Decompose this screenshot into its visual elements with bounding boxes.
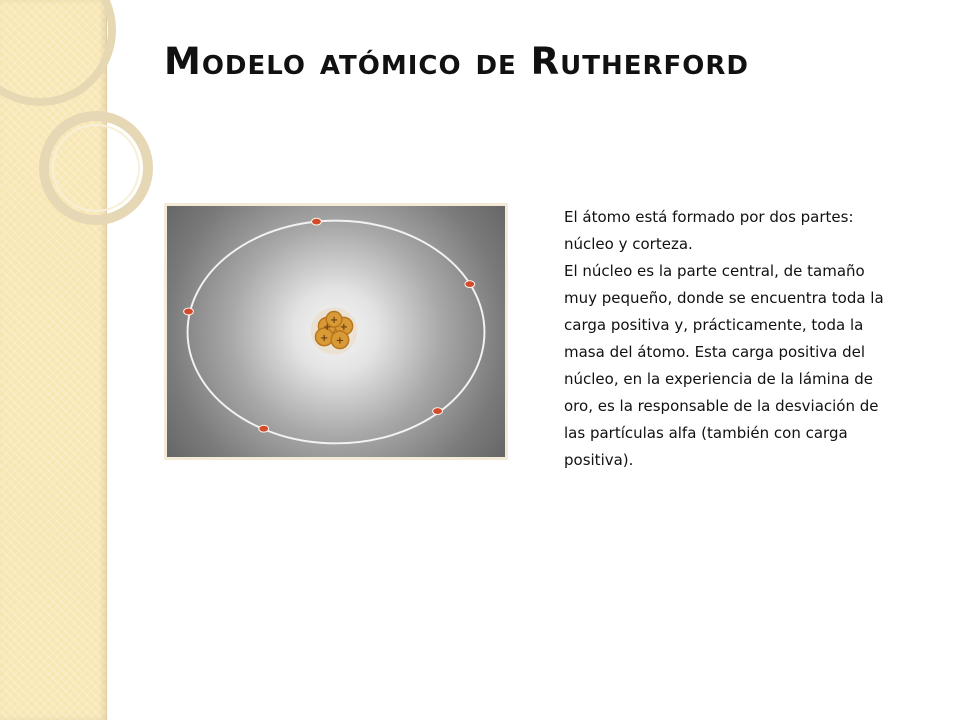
electron [433,408,443,415]
proton-sign: + [329,315,339,327]
decorative-side-band [0,0,107,720]
atomic-nucleus [311,308,358,355]
proton-sign: + [323,322,332,334]
electron [312,218,322,225]
electron [465,281,475,288]
electron [184,308,194,315]
slide-body-text: El átomo está formado por dos partes: núcleo y corteza. El núcleo es la parte central, de tamaño muy pequeño, donde se encuentra toda la carga positiva y, prácticamente, toda la masa del átomo. Esta carga positiva del núcleo, en la experiencia de la lámina de oro, es la responsable de la desviación de las partículas alfa (también con carga positiva). [564,208,884,469]
slide-title: Modelo atómico de Rutherford [164,40,750,83]
proton-sign: + [320,332,329,344]
electron [259,425,269,432]
rutherford-atom-diagram [164,203,508,460]
proton-sign: + [339,322,348,334]
atom-svg [167,206,505,457]
proton-sign: + [335,335,344,347]
